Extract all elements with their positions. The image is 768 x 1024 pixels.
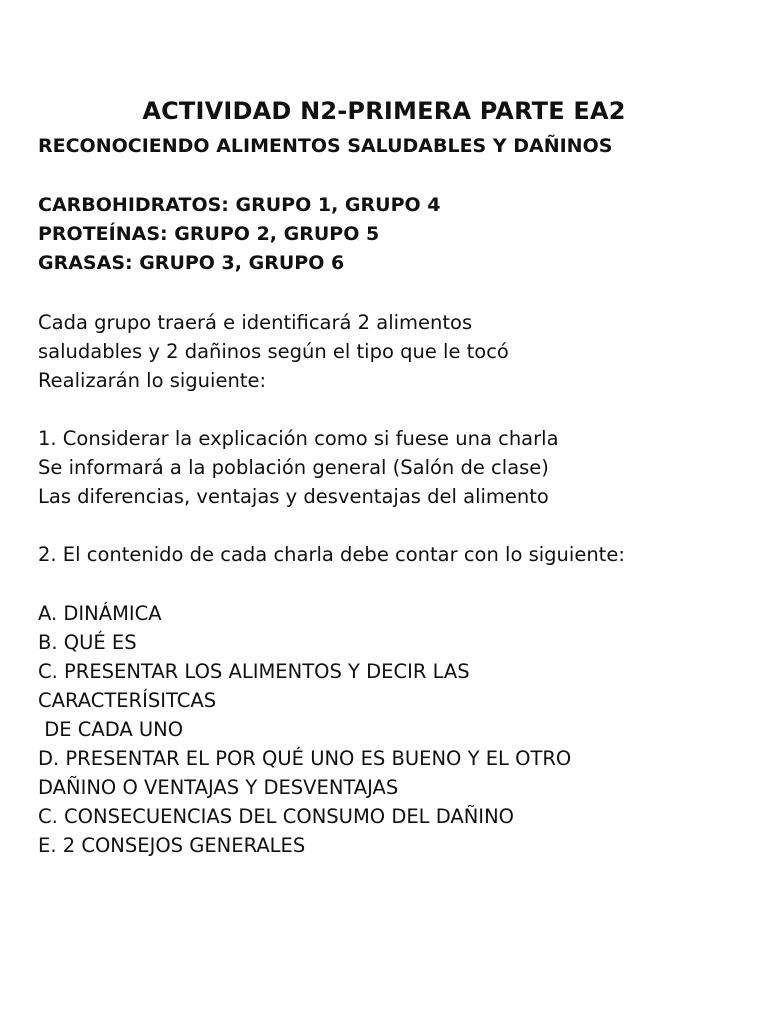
list-item: D. PRESENTAR EL POR QUÉ UNO ES BUENO Y EL OTRO	[38, 747, 572, 770]
list-item: CARACTERÍSITCAS	[38, 689, 217, 712]
list-item: A. DINÁMICA	[38, 602, 162, 625]
step1-line: 1. Considerar la explicación como si fuese una charla	[38, 427, 559, 450]
step1-line: Se informará a la población general (Salón de clase)	[38, 456, 549, 479]
intro-line: Realizarán lo siguiente:	[38, 369, 267, 392]
intro-line: Cada grupo traerá e identificará 2 alimentos	[38, 311, 473, 334]
list-item: E. 2 CONSEJOS GENERALES	[38, 834, 306, 857]
list-item: DAÑINO O VENTAJAS Y DESVENTAJAS	[38, 776, 399, 799]
list-item: B. QUÉ ES	[38, 631, 137, 654]
group-line-carbohidratos: CARBOHIDRATOS: GRUPO 1, GRUPO 4	[38, 194, 441, 216]
list-item: C. CONSECUENCIAS DEL CONSUMO DEL DAÑINO	[38, 805, 514, 828]
list-item: DE CADA UNO	[38, 718, 184, 741]
intro-line: saludables y 2 dañinos según el tipo que le tocó	[38, 340, 509, 363]
list-item: C. PRESENTAR LOS ALIMENTOS Y DECIR LAS	[38, 660, 470, 683]
group-line-grasas: GRASAS: GRUPO 3, GRUPO 6	[38, 252, 345, 274]
document-title: ACTIVIDAD N2-PRIMERA PARTE EA2	[142, 97, 626, 125]
document-subtitle: RECONOCIENDO ALIMENTOS SALUDABLES Y DAÑINOS	[38, 135, 613, 157]
step2-line: 2. El contenido de cada charla debe contar con lo siguiente:	[38, 543, 625, 566]
step1-line: Las diferencias, ventajas y desventajas del alimento	[38, 485, 549, 508]
group-line-proteinas: PROTEÍNAS: GRUPO 2, GRUPO 5	[38, 223, 380, 245]
